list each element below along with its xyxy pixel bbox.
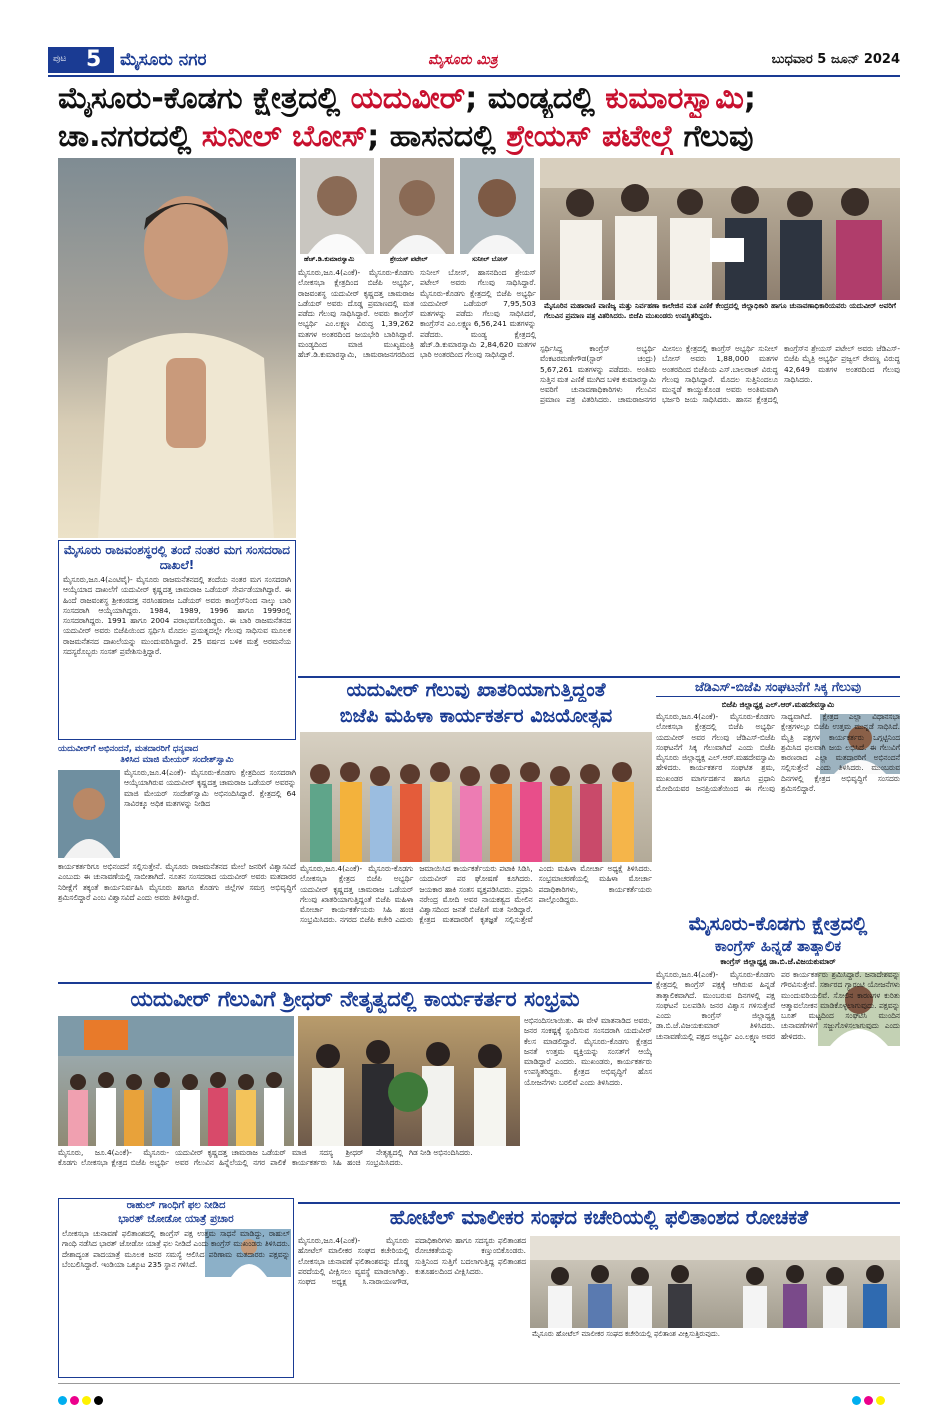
certificate-photo-caption: ಮೈಸೂರಿನ ಮಹಾರಾಣಿ ವಾಣಿಜ್ಯ ಮತ್ತು ನಿರ್ವಹಣಾ ಕಾಲೇಜಿನ ಮತ ಎಣಿಕೆ ಕೇಂದ್ರದಲ್ಲಿ ಜಿಲ್ಲಾಧಿಕಾರಿ ಹಾಗೂ ಚುನಾವಣಾಧಿಕಾರಿಯವರು ಯದುವೀರ್ ಅವರಿಗೆ ಗೆಲುವಿನ ಪ್ರಮಾಣ ಪತ್ರ ವಿತರಿಸಿದರು. ಬಿಜೆಪಿ ಮುಖಂಡರು ಉಪಸ್ಥಿತರಿದ್ದರು. bbox=[544, 302, 896, 320]
jds-bjp-headline: ಜೆಡಿಎಸ್-ಬಿಜೆಪಿ ಸಂಘಟನೆಗೆ ಸಿಕ್ಕ ಗೆಲುವು bbox=[656, 678, 900, 697]
main-headline-line1: ಮೈಸೂರು-ಕೊಡಗು ಕ್ಷೇತ್ರದಲ್ಲಿ ಯದುವೀರ್; ಮಂಡ್ಯದಲ್ಲಿ ಕುಮಾರಸ್ವಾಮಿ; bbox=[58, 81, 756, 116]
page-number-box bbox=[48, 47, 114, 73]
sandesh-swamy-photo bbox=[58, 770, 120, 858]
sridhar-body-2: ಅಭಿನಂದಿಸಲಾಯಿತು. ಈ ವೇಳೆ ಮಾತನಾಡಿದ ಅವರು, ಜನರ ಸಂಕಷ್ಟಕ್ಕೆ ಸ್ಪಂದಿಸುವ ಸಂಸದರಾಗಿ ಯದುವೀರ್ ಕೆಲಸ ಮಾಡಲಿದ್ದಾರೆ. ಮೈಸೂರು-ಕೊಡಗು ಕ್ಷೇತ್ರದ ಜನತೆ ಉತ್ತಮ ವ್ಯಕ್ತಿಯನ್ನು ಸಂಸತ್‌ಗೆ ಆಯ್ಕೆ ಮಾಡಿದ್ದಾರೆ ಎಂದರು. ಮುಖಂಡರು, ಕಾರ್ಯಕರ್ತರು ಉಪಸ್ಥಿತರಿದ್ದರು. ಕ್ಷೇತ್ರದ ಅಭಿವೃದ್ಧಿಗೆ ಹೊಸ ಯೋಜನೆಗಳು ಬರಲಿವೆ ಎಂದು ತಿಳಿಸಿದರು. bbox=[524, 1016, 652, 1087]
celebration-body: ಮೈಸೂರು,ಜೂ.4(ಎಂಕೆ)- ಮೈಸೂರು-ಕೊಡಗು ಲೋಕಸಭಾ ಕ್ಷೇತ್ರದ ಬಿಜೆಪಿ ಅಭ್ಯರ್ಥಿ ಯದುವೀರ್ ಕೃಷ್ಣದತ್ತ ಚಾಮರಾಜ ಒಡೆಯರ್ ಗೆಲುವು ಖಾತರಿಯಾಗುತ್ತಿದ್ದಂತೆ ಬಿಜೆಪಿ ಮಹಿಳಾ ಮೋರ್ಚಾ ಕಾರ್ಯಕರ್ತೆಯರು ಸಿಹಿ ಹಂಚಿ ಸಂಭ್ರಮಿಸಿದರು. ನಗರದ ಬಿಜೆಪಿ ಕಚೇರಿ ಎದುರು ಜಮಾಯಿಸಿದ ಕಾರ್ಯಕರ್ತೆಯರು ಪಟಾಕಿ ಸಿಡಿಸಿ, ಯದುವೀರ್ ಪರ ಘೋಷಣೆ ಕೂಗಿದರು. ಜಯಕಾರ ಹಾಕಿ ಸಂತಸ ವ್ಯಕ್ತಪಡಿಸಿದರು. ಪ್ರಧಾನಿ ನರೇಂದ್ರ ಮೋದಿ ಅವರ ನಾಯಕತ್ವದ ಮೇಲಿನ ವಿಶ್ವಾಸದಿಂದ ಜನತೆ ಬಿಜೆಪಿಗೆ ಮತ ನೀಡಿದ್ದಾರೆ. ಕ್ಷೇತ್ರದ ಮತದಾರರಿಗೆ ಕೃತಜ್ಞತೆ ಸಲ್ಲಿಸುತ್ತೇವೆ ಎಂದು ಮಹಿಳಾ ಮೋರ್ಚಾ ಅಧ್ಯಕ್ಷೆ ತಿಳಿಸಿದರು. ಸಂಭ್ರಮಾಚರಣೆಯಲ್ಲಿ ಮಹಿಳಾ ಮೋರ್ಚಾ ಪದಾಧಿಕಾರಿಗಳು, ಕಾರ್ಯಕರ್ತೆಯರು ಪಾಲ್ಗೊಂಡಿದ್ದರು. bbox=[300, 864, 652, 925]
page-header bbox=[48, 47, 900, 73]
women-celebration-photo bbox=[300, 732, 652, 862]
page-label: ಪುಟ bbox=[53, 54, 67, 64]
jds-bjp-story bbox=[656, 678, 900, 910]
congress-subhead: ಕಾಂಗ್ರೆಸ್ ಜಿಲ್ಲಾಧ್ಯಕ್ಷ ಡಾ.ಬಿ.ಜೆ.ವಿಜಯಕುಮಾರ್ bbox=[720, 957, 836, 966]
congress-headline-1: ಮೈಸೂರು-ಕೊಡಗು ಕ್ಷೇತ್ರದಲ್ಲಿ bbox=[688, 913, 868, 935]
story1-column-1: ಮೈಸೂರು,ಜೂ.4(ಎಂಕೆ)- ಮೈಸೂರು-ಕೊಡಗು ಲೋಕಸಭಾ ಕ್ಷೇತ್ರದಿಂದ ಬಿಜೆಪಿ ಅಭ್ಯರ್ಥಿ, ರಾಜವಂಶಸ್ಥ ಯದುವೀರ್ ಕೃಷ್ಣದತ್ತ ಚಾಮರಾಜ ಒಡೆಯರ್ ಅವರು ದೊಡ್ಡ ಪ್ರಮಾಣದಲ್ಲಿ ಮತ ಪಡೆದು ಗೆಲುವು ಸಾಧಿಸಿದ್ದಾರೆ. ಅವರು ಕಾಂಗ್ರೆಸ್ ಅಭ್ಯರ್ಥಿ ಎಂ.ಲಕ್ಷ್ಮಣ ವಿರುದ್ಧ 1,39,262 ಮತಗಳ ಅಂತರದಿಂದ ಜಯಭೇರಿ ಬಾರಿಸಿದ್ದಾರೆ. ಮಂಡ್ಯದಿಂದ ಮಾಜಿ ಮುಖ್ಯಮಂತ್ರಿ ಹೆಚ್.ಡಿ.ಕುಮಾರಸ್ವಾಮಿ, ಚಾಮರಾಜನಗರದಿಂದ ಸುನೀಲ್ ಬೋಸ್, ಹಾಸನದಿಂದ ಶ್ರೇಯಸ್ ಪಟೇಲ್ ಅವರು ಗೆಲುವು ಸಾಧಿಸಿದ್ದಾರೆ. ಮೈಸೂರು-ಕೊಡಗು ಕ್ಷೇತ್ರದಲ್ಲಿ ಬಿಜೆಪಿ ಅಭ್ಯರ್ಥಿ ಯದುವೀರ್ ಒಡೆಯರ್ 7,95,503 ಮತಗಳನ್ನು ಪಡೆದು ಗೆಲುವು ಸಾಧಿಸಿದರೆ, ಕಾಂಗ್ರೆಸ್‌ನ ಎಂ.ಲಕ್ಷ್ಮಣ 6,56,241 ಮತಗಳನ್ನು ಪಡೆದರು. ಮಂಡ್ಯ ಕ್ಷೇತ್ರದಲ್ಲಿ ಹೆಚ್.ಡಿ.ಕುಮಾರಸ್ವಾಮಿ 2,84,620 ಮತಗಳ ಭಾರಿ ಅಂತರದಿಂದ ಗೆಲುವು ಸಾಧಿಸಿದ್ದಾರೆ. bbox=[298, 268, 536, 360]
masthead: ಮೈಸೂರು ಮಿತ್ರ bbox=[428, 52, 498, 68]
portrait-label-2: ಶ್ರೇಯಸ್ ಪಟೇಲ್ bbox=[390, 255, 428, 263]
page-bottom-rule bbox=[58, 1383, 900, 1384]
portrait-label-3: ಸುನೀಲ್ ಬೋಸ್ bbox=[472, 255, 508, 263]
page-number: 5 bbox=[86, 47, 102, 72]
rahul-body: ಲೋಕಸಭಾ ಚುನಾವಣೆ ಫಲಿತಾಂಶದಲ್ಲಿ ಕಾಂಗ್ರೆಸ್ ಪಕ್ಷ ಉತ್ತಮ ಸಾಧನೆ ಮಾಡಿದ್ದು, ರಾಹುಲ್ ಗಾಂಧಿ ನಡೆಸಿದ ಭಾರತ್ ಜೋಡೋ ಯಾತ್ರೆ ಫಲ ನೀಡಿದೆ ಎಂದು ಕಾಂಗ್ರೆಸ್ ಮುಖಂಡರು ತಿಳಿಸಿದರು. ದೇಶಾದ್ಯಂತ ಪಾದಯಾತ್ರೆ ಮೂಲಕ ಜನರ ಸಮಸ್ಯೆ ಆಲಿಸಿದ ಪರಿಣಾಮ ಮತದಾರರು ಪಕ್ಷವನ್ನು ಬೆಂಬಲಿಸಿದ್ದಾರೆ. ಇಂಡಿಯಾ ಒಕ್ಕೂಟ 235 ಸ್ಥಾನ ಗಳಿಸಿದೆ. bbox=[62, 1229, 290, 1269]
mayor-story bbox=[58, 744, 296, 1014]
rahul-box bbox=[58, 1198, 294, 1378]
congress-headline-2: ಕಾಂಗ್ರೆಸ್ ಹಿನ್ನಡೆ ತಾತ್ಕಾಲಿಕ bbox=[714, 937, 842, 955]
person-illustration bbox=[58, 158, 296, 538]
sunil-bose-photo bbox=[460, 158, 534, 254]
jds-bjp-subhead: ಬಿಜೆಪಿ ಜಿಲ್ಲಾಧ್ಯಕ್ಷ ಎಲ್.ಆರ್.ಮಹದೇವಸ್ವಾಮಿ bbox=[721, 700, 835, 709]
hotel-headline: ಹೋಟೆಲ್ ಮಾಲೀಕರ ಸಂಘದ ಕಚೇರಿಯಲ್ಲಿ ಫಲಿತಾಂಶದ ರೋಚಕತೆ bbox=[389, 1206, 809, 1229]
congress-story bbox=[656, 912, 900, 1192]
celebration-headline-2: ಬಿಜೆಪಿ ಮಹಿಳಾ ಕಾರ್ಯಕರ್ತರ ವಿಜಯೋತ್ಸವ bbox=[339, 705, 613, 727]
yaduveer-portrait-photo bbox=[58, 158, 296, 538]
mayor-body-a: ಮೈಸೂರು,ಜೂ.4(ಎಂಕೆ)- ಮೈಸೂರು-ಕೊಡಗು ಕ್ಷೇತ್ರದಿಂದ ಸಂಸದರಾಗಿ ಆಯ್ಕೆಯಾಗಿರುವ ಯದುವೀರ್ ಕೃಷ್ಣದತ್ತ ಚಾಮರಾಜ ಒಡೆಯರ್ ಅವರನ್ನು ಮಾಜಿ ಮೇಯರ್ ಸಂದೇಶ್‌ಸ್ವಾಮಿ ಅಭಿನಂದಿಸಿದ್ದಾರೆ. ಕ್ಷೇತ್ರದಲ್ಲಿ 64 ಸಾವಿರಕ್ಕೂ ಅಧಿಕ ಮತಗಳನ್ನು ನೀಡಿದ bbox=[124, 768, 296, 808]
sridhar-body: ಮೈಸೂರು, ಜೂ.4(ಎಂಕೆ)- ಮೈಸೂರು-ಕೊಡಗು ಲೋಕಸಭಾ ಕ್ಷೇತ್ರದ ಬಿಜೆಪಿ ಅಭ್ಯರ್ಥಿ ಯದುವೀರ್ ಕೃಷ್ಣದತ್ತ ಚಾಮರಾಜ ಒಡೆಯರ್ ಅವರ ಗೆಲುವಿನ ಹಿನ್ನೆಲೆಯಲ್ಲಿ ನಗರ ಪಾಲಿಕೆ ಮಾಜಿ ಸದಸ್ಯ ಶ್ರೀಧರ್ ನೇತೃತ್ವದಲ್ಲಿ ಕಾರ್ಯಕರ್ತರು ಸಿಹಿ ಹಂಚಿ ಸಂಭ್ರಮಿಸಿದರು. ಗಿಡ ನೀಡಿ ಅಭಿನಂದಿಸಿದರು. bbox=[58, 1148, 473, 1168]
certificate-handover-photo bbox=[540, 158, 900, 300]
mayor-subhead-1: ಯದುವೀರ್‌ಗೆ ಅಭಿನಂದನೆ, ಮತದಾರರಿಗೆ ಧನ್ಯವಾದ bbox=[58, 744, 199, 754]
main-headline-line2: ಚಾ.ನಗರದಲ್ಲಿ ಸುನೀಲ್ ಬೋಸ್; ಹಾಸನದಲ್ಲಿ ಶ್ರೇಯಸ್ ಪಟೇಲ್ಗೆ ಗೆಲುವು bbox=[58, 119, 754, 154]
issue-date: ಬುಧವಾರ 5 ಜೂನ್ 2024 bbox=[771, 52, 900, 67]
portrait-label-1: ಹೆಚ್.ಡಿ.ಕುಮಾರಸ್ವಾಮಿ bbox=[304, 255, 355, 263]
jds-bjp-body: ಮೈಸೂರು,ಜೂ.4(ಎಂಕೆ)- ಮೈಸೂರು-ಕೊಡಗು ಲೋಕಸಭಾ ಕ್ಷೇತ್ರದಲ್ಲಿ ಬಿಜೆಪಿ ಅಭ್ಯರ್ಥಿ ಯದುವೀರ್ ಅವರ ಗೆಲುವು ಜೆಡಿಎಸ್-ಬಿಜೆಪಿ ಸಂಘಟನೆಗೆ ಸಿಕ್ಕ ಗೆಲುವಾಗಿದೆ ಎಂದು ಬಿಜೆಪಿ ಮೈಸೂರು ಜಿಲ್ಲಾಧ್ಯಕ್ಷ ಎಲ್.ಆರ್.ಮಹದೇವಸ್ವಾಮಿ ಹೇಳಿದರು. ಕಾರ್ಯಕರ್ತರ ಸಂಘಟಿತ ಶ್ರಮ, ಮುಖಂಡರ ಮಾರ್ಗದರ್ಶನ ಹಾಗೂ ಪ್ರಧಾನಿ ಮೋದಿಯವರ ಜನಪ್ರಿಯತೆಯಿಂದ ಈ ಗೆಲುವು ಸಾಧ್ಯವಾಗಿದೆ. ಕ್ಷೇತ್ರದ ಎಲ್ಲಾ ವಿಧಾನಸಭಾ ಕ್ಷೇತ್ರಗಳಲ್ಲೂ ಬಿಜೆಪಿ ಉತ್ತಮ ಮುನ್ನಡೆ ಸಾಧಿಸಿದೆ. ಮೈತ್ರಿ ಪಕ್ಷಗಳ ಕಾರ್ಯಕರ್ತರು ಒಗ್ಗಟ್ಟಿನಿಂದ ಶ್ರಮಿಸಿದ ಫಲವಾಗಿ ಜಯ ಲಭಿಸಿದೆ. ಈ ಗೆಲುವಿಗೆ ಕಾರಣರಾದ ಎಲ್ಲಾ ಮತದಾರರಿಗೆ ಅಭಿನಂದನೆ ಸಲ್ಲಿಸುತ್ತೇನೆ ಎಂದು ತಿಳಿಸಿದರು. ಮುಂಬರುವ ದಿನಗಳಲ್ಲಿ ಕ್ಷೇತ್ರದ ಅಭಿವೃದ್ಧಿಗೆ ಸಂಸದರು ಶ್ರಮಿಸಲಿದ್ದಾರೆ. bbox=[656, 712, 900, 794]
hotel-body: ಮೈಸೂರು,ಜೂ.4(ಎಂಕೆ)- ಮೈಸೂರು ಹೋಟೆಲ್ ಮಾಲೀಕರ ಸಂಘದ ಕಚೇರಿಯಲ್ಲಿ ಲೋಕಸಭಾ ಚುನಾವಣೆ ಫಲಿತಾಂಶವನ್ನು ದೊಡ್ಡ ಪರದೆಯಲ್ಲಿ ವೀಕ್ಷಿಸಲು ವ್ಯವಸ್ಥೆ ಮಾಡಲಾಗಿತ್ತು. ಸಂಘದ ಅಧ್ಯಕ್ಷ ಸಿ.ನಾರಾಯಣಗೌಡ, ಪದಾಧಿಕಾರಿಗಳು ಹಾಗೂ ಸದಸ್ಯರು ಫಲಿತಾಂಶದ ರೋಚಕತೆಯನ್ನು ಕಣ್ತುಂಬಿಕೊಂಡರು. ಸುತ್ತಿನಿಂದ ಸುತ್ತಿಗೆ ಬದಲಾಗುತ್ತಿದ್ದ ಫಲಿತಾಂಶದ ಕುತೂಹಲದಿಂದ ವೀಕ್ಷಿಸಿದರು. bbox=[298, 1236, 526, 1287]
sridhar-crowd-photo bbox=[58, 1016, 294, 1146]
celebration-headline-1: ಯದುವೀರ್ ಗೆಲುವು ಖಾತರಿಯಾಗುತ್ತಿದ್ದಂತೆ bbox=[346, 679, 606, 701]
registration-dots-left bbox=[58, 1390, 106, 1409]
story1-column-2: ಸ್ಪರ್ಧಿಸಿದ್ದ ಕಾಂಗ್ರೆಸ್ ಅಭ್ಯರ್ಥಿ ವೆಂಕಟರಮಣೇಗೌಡ(ಸ್ಟಾರ್ ಚಂದ್ರು) 5,67,261 ಮತಗಳನ್ನು ಪಡೆದರು. ಅಂತಿಮ ಸುತ್ತಿನ ಮತ ಎಣಿಕೆ ಮುಗಿದ ಬಳಿಕ ಕುಮಾರಸ್ವಾಮಿ ಅವರಿಗೆ ಚುನಾವಣಾಧಿಕಾರಿಗಳು ಗೆಲುವಿನ ಪ್ರಮಾಣ ಪತ್ರ ವಿತರಿಸಿದರು. ಚಾಮರಾಜನಗರ ಮೀಸಲು ಕ್ಷೇತ್ರದಲ್ಲಿ ಕಾಂಗ್ರೆಸ್ ಅಭ್ಯರ್ಥಿ ಸುನೀಲ್ ಬೋಸ್ ಅವರು 1,88,000 ಮತಗಳ ಅಂತರದಿಂದ ಬಿಜೆಪಿಯ ಎಸ್.ಬಾಲರಾಜ್ ವಿರುದ್ಧ ಗೆಲುವು ಸಾಧಿಸಿದ್ದಾರೆ. ಮೊದಲ ಸುತ್ತಿನಿಂದಲೂ ಮುನ್ನಡೆ ಕಾಯ್ದುಕೊಂಡ ಅವರು ಅಂತಿಮವಾಗಿ ಭರ್ಜರಿ ಜಯ ಸಾಧಿಸಿದರು. ಹಾಸನ ಕ್ಷೇತ್ರದಲ್ಲಿ ಕಾಂಗ್ರೆಸ್‌ನ ಶ್ರೇಯಸ್ ಪಟೇಲ್ ಅವರು ಜೆಡಿಎಸ್-ಬಿಜೆಪಿ ಮೈತ್ರಿ ಅಭ್ಯರ್ಥಿ ಪ್ರಜ್ವಲ್ ರೇವಣ್ಣ ವಿರುದ್ಧ 42,649 ಮತಗಳ ಅಂತರದಿಂದ ಗೆಲುವು ಸಾಧಿಸಿದರು. bbox=[540, 344, 900, 405]
rahul-headline-2: ಭಾರತ್ ಜೋಡೋ ಯಾತ್ರೆ ಪ್ರಚಾರ bbox=[118, 1213, 234, 1225]
portrait-strip bbox=[298, 158, 536, 266]
header-rule bbox=[48, 75, 900, 77]
kumaraswamy-photo bbox=[300, 158, 374, 254]
hotel-photo-caption: ಮೈಸೂರು ಹೋಟೆಲ್ ಮಾಲೀಕರ ಸಂಘದ ಕಚೇರಿಯಲ್ಲಿ ಫಲಿತಾಂಶ ವೀಕ್ಷಿಸುತ್ತಿರುವುದು. bbox=[532, 1330, 720, 1338]
mayor-subhead-2: ತಿಳಿಸಿದ ಮಾಜಿ ಮೇಯರ್ ಸಂದೇಶ್‌ಸ್ವಾಮಿ bbox=[120, 755, 234, 765]
sridhar-headline: ಯದುವೀರ್ ಗೆಲುವಿಗೆ ಶ್ರೀಧರ್ ನೇತೃತ್ವದಲ್ಲಿ ಕಾರ್ಯಕರ್ತರ ಸಂಭ್ರಮ bbox=[130, 987, 580, 1011]
congress-body: ಮೈಸೂರು,ಜೂ.4(ಎಂಕೆ)- ಮೈಸೂರು-ಕೊಡಗು ಕ್ಷೇತ್ರದಲ್ಲಿ ಕಾಂಗ್ರೆಸ್ ಪಕ್ಷಕ್ಕೆ ಆಗಿರುವ ಹಿನ್ನಡೆ ತಾತ್ಕಾಲಿಕವಾಗಿದೆ. ಮುಂಬರುವ ದಿನಗಳಲ್ಲಿ ಪಕ್ಷ ಸಂಘಟನೆ ಬಲಪಡಿಸಿ ಜನರ ವಿಶ್ವಾಸ ಗಳಿಸುತ್ತೇವೆ ಎಂದು ಕಾಂಗ್ರೆಸ್ ಜಿಲ್ಲಾಧ್ಯಕ್ಷ ಡಾ.ಬಿ.ಜೆ.ವಿಜಯಕುಮಾರ್ ತಿಳಿಸಿದರು. ಚುನಾವಣೆಯಲ್ಲಿ ಪಕ್ಷದ ಅಭ್ಯರ್ಥಿ ಎಂ.ಲಕ್ಷ್ಮಣ ಅವರ ಪರ ಕಾರ್ಯಕರ್ತರು ಶ್ರಮಿಸಿದ್ದಾರೆ. ಜನಾದೇಶವನ್ನು ಗೌರವಿಸುತ್ತೇವೆ. ಸರ್ಕಾರದ ಗ್ಯಾರಂಟಿ ಯೋಜನೆಗಳು ಮುಂದುವರಿಯಲಿವೆ. ಸೋಲಿನ ಕಾರಣಗಳ ಕುರಿತು ಆತ್ಮಾವಲೋಕನ ಮಾಡಿಕೊಳ್ಳಲಾಗುವುದು. ಪಕ್ಷವನ್ನು ಬೂತ್ ಮಟ್ಟದಿಂದ ಸಂಘಟಿಸಿ ಮುಂದಿನ ಚುನಾವಣೆಗಳಿಗೆ ಸಜ್ಜುಗೊಳಿಸಲಾಗುವುದು ಎಂದು ಹೇಳಿದರು. bbox=[656, 970, 900, 1041]
mayor-body-b: ಕಾರ್ಯಕರ್ತರಿಗೂ ಅಭಿನಂದನೆ ಸಲ್ಲಿಸುತ್ತೇನೆ. ಮೈಸೂರು ರಾಜಮನೆತನದ ಮೇಲೆ ಜನರಿಗೆ ವಿಶ್ವಾಸವಿದೆ ಎಂಬುದು ಈ ಚುನಾವಣೆಯಲ್ಲಿ ಸಾಬೀತಾಗಿದೆ. ನೂತನ ಸಂಸದರಾದ ಯದುವೀರ್ ಅವರು ಮತದಾರರ ನಿರೀಕ್ಷೆಗೆ ತಕ್ಕಂತೆ ಕಾರ್ಯನಿರ್ವಹಿಸಿ ಮೈಸೂರು ಹಾಗೂ ಕೊಡಗು ಜಿಲ್ಲೆಗಳ ಸಮಗ್ರ ಅಭಿವೃದ್ಧಿಗೆ ಶ್ರಮಿಸಲಿದ್ದಾರೆ ಎಂಬ ವಿಶ್ವಾಸವಿದೆ ಎಂದು ಅವರು ತಿಳಿಸಿದ್ದಾರೆ. bbox=[58, 862, 296, 902]
shreyas-patel-photo bbox=[380, 158, 454, 254]
rahul-headline-1: ರಾಹುಲ್ ಗಾಂಧಿಗೆ ಫಲ ನೀಡಿದ bbox=[126, 1200, 226, 1211]
sridhar-greeting-photo bbox=[298, 1016, 520, 1146]
portrait-labels bbox=[298, 255, 536, 266]
royal-record-body: ಮೈಸೂರು,ಜೂ.4(ಎಂಟಿವೈ)- ಮೈಸೂರು ರಾಜಮನೆತನದಲ್ಲಿ ತಂದೆಯ ನಂತರ ಮಗ ಸಂಸದರಾಗಿ ಆಯ್ಕೆಯಾದ ದಾಖಲೆಗೆ ಯದುವೀರ್ ಕೃಷ್ಣದತ್ತ ಚಾಮರಾಜ ಒಡೆಯರ್ ಸೇರ್ಪಡೆಯಾಗಿದ್ದಾರೆ. ಈ ಹಿಂದೆ ರಾಜವಂಶಸ್ಥ ಶ್ರೀಕಂಠದತ್ತ ನರಸಿಂಹರಾಜ ಒಡೆಯರ್ ಅವರು ಕಾಂಗ್ರೆಸ್‌ನಿಂದ ನಾಲ್ಕು ಬಾರಿ ಸಂಸದರಾಗಿ ಆಯ್ಕೆಯಾಗಿದ್ದರು. 1984, 1989, 1996 ಹಾಗೂ 1999ರಲ್ಲಿ ಸಂಸದರಾಗಿದ್ದರು. 1991 ಹಾಗೂ 2004 ಪರಾಭವಗೊಂಡಿದ್ದರು. ಈ ಬಾರಿ ರಾಜಮನೆತನದ ಯದುವೀರ್ ಅವರು ಬಿಜೆಪಿಯಿಂದ ಸ್ಪರ್ಧಿಸಿ ಮೊದಲ ಪ್ರಯತ್ನದಲ್ಲೇ ಗೆಲುವು ಸಾಧಿಸುವ ಮೂಲಕ ರಾಜಮನೆತನದ ದಾಖಲೆಯನ್ನು ಮುಂದುವರಿಸಿದ್ದಾರೆ. 25 ವರ್ಷದ ಬಳಿಕ ಮತ್ತೆ ಅರಮನೆಯ ಸದಸ್ಯರೊಬ್ಬರು ಸಂಸತ್ ಪ್ರವೇಶಿಸುತ್ತಿದ್ದಾರೆ. bbox=[63, 575, 291, 657]
registration-dots-right bbox=[852, 1390, 888, 1409]
royal-record-box bbox=[58, 540, 296, 740]
royal-record-title: ಮೈಸೂರು ರಾಜವಂಶಸ್ಥರಲ್ಲಿ ತಂದೆ ನಂತರ ಮಗ ಸಂಸದರಾದ ದಾಖಲೆ! bbox=[63, 543, 291, 572]
section-name: ಮೈಸೂರು ನಗರ bbox=[120, 50, 207, 70]
hotel-office-photo bbox=[530, 1236, 900, 1328]
